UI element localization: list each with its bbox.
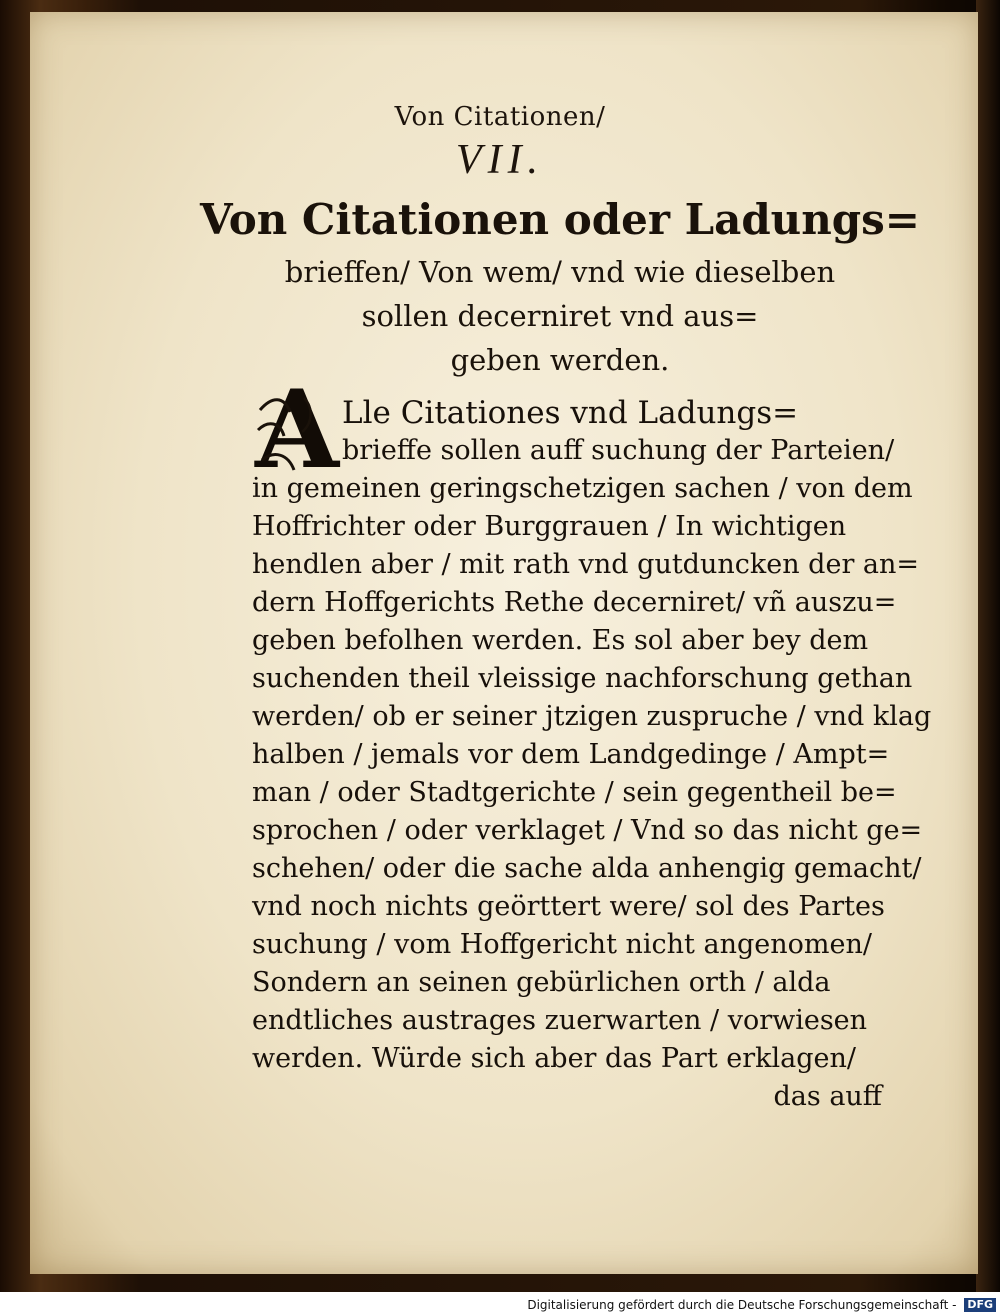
body-line: endtliches austrages zuerwarten / vorwiesen: [252, 1005, 868, 1036]
body-line: Lle Citationes vnd Ladungs=: [342, 395, 799, 431]
running-head: Von Citationen/: [394, 102, 606, 132]
body-line: suchung / vom Hoffgericht nicht angenomen/: [252, 929, 872, 960]
body-line: brieffe sollen auff suchung der Parteien/: [342, 435, 895, 466]
page-edge-right: [976, 0, 1000, 1292]
body-line: Sondern an seinen gebürlichen orth / alda: [252, 967, 831, 998]
body-text: [252, 394, 932, 1116]
body-line: werden. Würde sich aber das Part erklagen/: [252, 1043, 856, 1074]
catchword: das auff: [773, 1081, 882, 1112]
body-line: hendlen aber / mit rath vnd gutduncken der an=: [252, 549, 920, 580]
body-line: schehen/ oder die sache alda anhengig gemacht/: [252, 853, 922, 884]
body-line: in gemeinen geringschetzigen sachen / von dem: [252, 473, 913, 504]
footer-credit: Digitalisierung gefördert durch die Deutsche Forschungsgemeinschaft -: [527, 1297, 957, 1312]
body-line: suchenden theil vleissige nachforschung gethan: [252, 663, 913, 694]
body-line: werden/ ob er seiner jtzigen zuspruche / vnd klag: [252, 701, 932, 732]
chapter-heading: [180, 190, 940, 382]
heading-line: sollen decerniret vnd aus=: [361, 299, 759, 333]
body-line: sprochen / oder verklaget / Vnd so das nicht ge=: [252, 815, 923, 846]
dfg-logo-icon[interactable]: DFG: [964, 1298, 996, 1312]
body-line: dern Hoffgerichts Rethe decerniret/ vñ auszu=: [252, 587, 897, 618]
heading-line: geben werden.: [450, 343, 670, 377]
body-line: geben befolhen werden. Es sol aber bey dem: [252, 625, 869, 656]
chapter-number: VII.: [455, 137, 545, 183]
body-line: halben / jemals vor dem Landgedinge / Ampt=: [252, 739, 890, 770]
footer-bar: [0, 1294, 1000, 1314]
decorated-initial: A: [255, 367, 339, 493]
heading-line: brieffen/ Von wem/ vnd wie dieselben: [284, 255, 836, 289]
heading-line: Von Citationen oder Ladungs=: [200, 195, 920, 244]
body-line: Hoffrichter oder Burggrauen / In wichtigen: [252, 511, 847, 542]
body-line: man / oder Stadtgerichte / sein gegentheil be=: [252, 777, 897, 808]
body-line: vnd noch nichts geörttert were/ sol des Partes: [252, 891, 885, 922]
